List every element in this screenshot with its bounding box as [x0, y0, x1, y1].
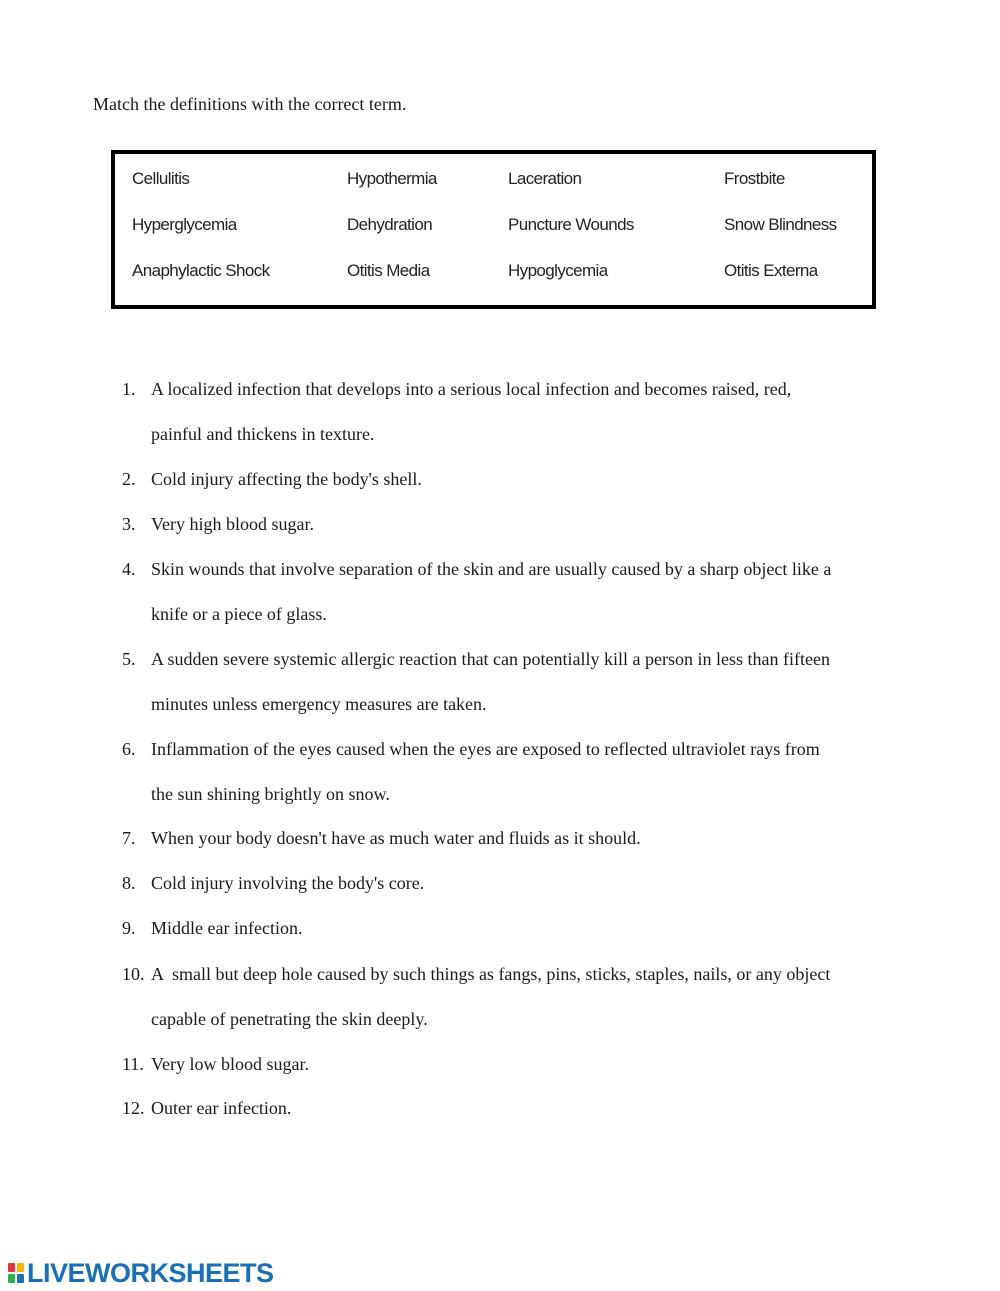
term-otitis-externa: Otitis Externa [724, 261, 818, 280]
definition-text [151, 727, 896, 817]
term-hyperglycemia: Hyperglycemia [132, 215, 237, 234]
definition-number: 1. [122, 379, 136, 399]
definition-text [151, 861, 896, 906]
term-anaphylactic-shock: Anaphylactic Shock [132, 261, 270, 280]
logo-square-green [8, 1274, 15, 1283]
term-laceration: Laceration [508, 169, 582, 188]
definition-text [151, 547, 896, 637]
definition-text [151, 457, 896, 502]
definition-line: Middle ear infection. [151, 918, 303, 938]
definition-number: 9. [122, 918, 136, 938]
logo-square-blue [17, 1274, 24, 1283]
definition-line: Inflammation of the eyes caused when the eyes are exposed to reflected ultraviolet rays from [151, 739, 820, 759]
term-hypoglycemia: Hypoglycemia [508, 261, 608, 280]
term-frostbite: Frostbite [724, 169, 785, 188]
definition-line: When your body doesn't have as much water and fluids as it should. [151, 828, 641, 848]
definition-line: Cold injury involving the body's core. [151, 873, 425, 893]
definition-line: A small but deep hole caused by such things as fangs, pins, sticks, staples, nails, or any object [151, 964, 831, 984]
definition-number: 10. [122, 964, 145, 984]
definition-line: the sun shining brightly on snow. [151, 784, 390, 804]
definition-line: minutes unless emergency measures are taken. [151, 694, 487, 714]
definition-text [151, 367, 896, 457]
term-puncture-wounds: Puncture Wounds [508, 215, 634, 234]
definition-text [151, 502, 896, 547]
logo-text: LIVEWORKSHEETS [27, 1258, 274, 1288]
definition-line: Outer ear infection. [151, 1098, 292, 1118]
definition-number: 3. [122, 514, 136, 534]
instruction-text: Match the definitions with the correct term. [93, 94, 407, 114]
term-hypothermia: Hypothermia [347, 169, 437, 188]
definition-text [151, 1086, 896, 1131]
definition-line: painful and thickens in texture. [151, 424, 375, 444]
logo-square-yellow [17, 1263, 24, 1272]
definition-number: 12. [122, 1098, 145, 1118]
term-bank [111, 150, 876, 309]
definition-number: 8. [122, 873, 136, 893]
definition-line: Very high blood sugar. [151, 514, 314, 534]
definition-text [151, 816, 896, 861]
definition-text [151, 637, 896, 727]
definition-number: 6. [122, 739, 136, 759]
definition-line: Cold injury affecting the body's shell. [151, 469, 422, 489]
definition-text [151, 906, 896, 951]
term-cellulitis: Cellulitis [132, 169, 190, 188]
liveworksheets-logo [8, 1258, 274, 1288]
definition-number: 11. [122, 1054, 144, 1074]
definition-text [151, 1042, 896, 1087]
definition-number: 7. [122, 828, 136, 848]
term-dehydration: Dehydration [347, 215, 433, 234]
logo-mark-icon [8, 1261, 24, 1285]
definition-number: 5. [122, 649, 136, 669]
definition-line: A localized infection that develops into a serious local infection and becomes raised, red, [151, 379, 792, 399]
definition-number: 4. [122, 559, 136, 579]
definition-line: Very low blood sugar. [151, 1054, 309, 1074]
definition-number: 2. [122, 469, 136, 489]
logo-square-red [8, 1263, 15, 1272]
definition-line: capable of penetrating the skin deeply. [151, 1009, 428, 1029]
definition-text [151, 952, 896, 1042]
definition-line: Skin wounds that involve separation of the skin and are usually caused by a sharp object like a [151, 559, 832, 579]
term-otitis-media: Otitis Media [347, 261, 430, 280]
definition-line: knife or a piece of glass. [151, 604, 327, 624]
term-snow-blindness: Snow Blindness [724, 215, 837, 234]
definition-line: A sudden severe systemic allergic reaction that can potentially kill a person in less than fifteen [151, 649, 830, 669]
